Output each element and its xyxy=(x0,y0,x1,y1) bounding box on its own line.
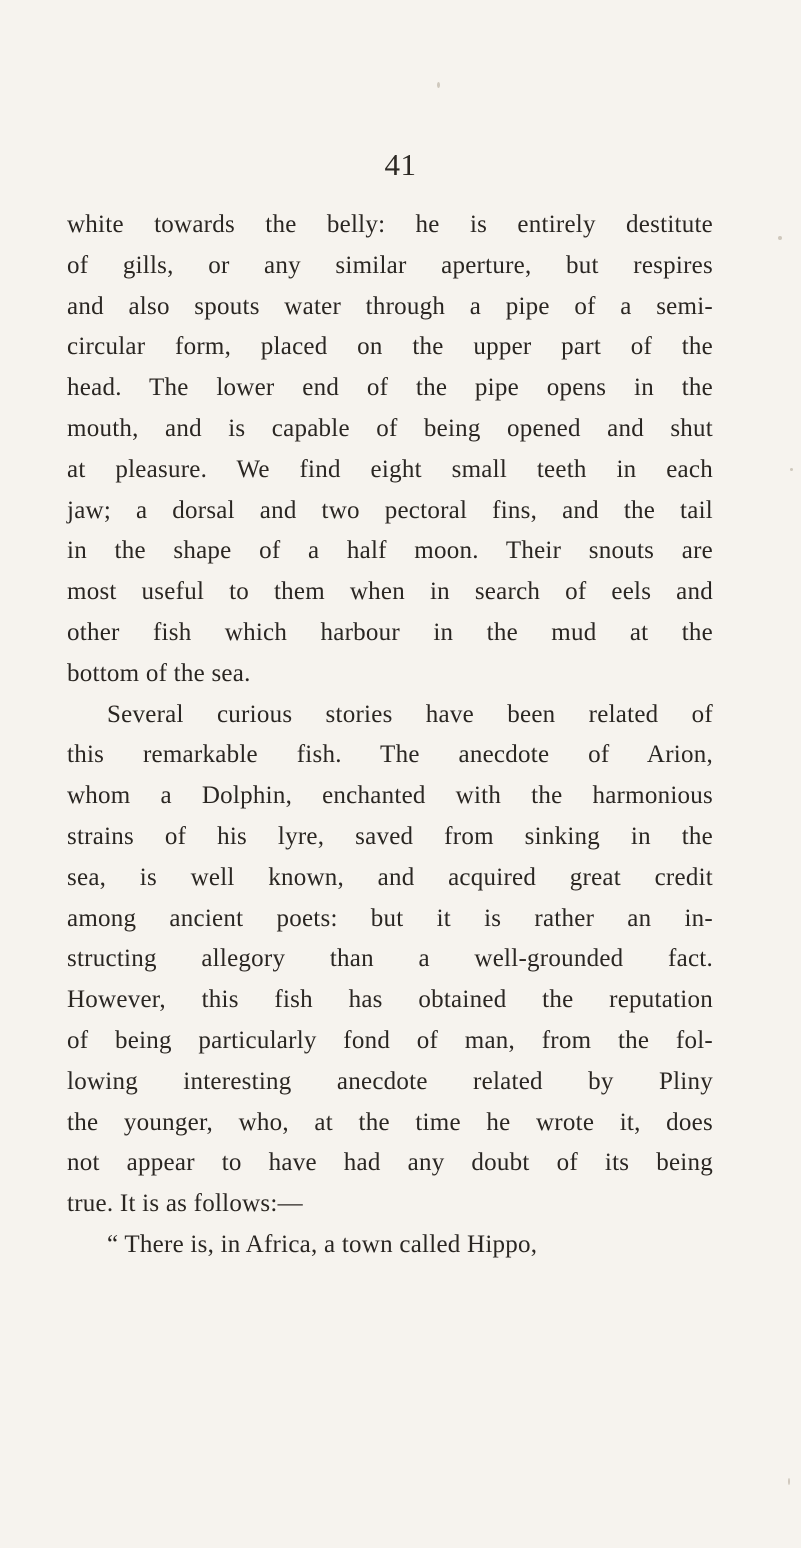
text-line: “ There is, in Africa, a town called Hippo, xyxy=(107,1230,538,1258)
text-line: bottom of the sea. xyxy=(67,659,251,687)
text-line: among ancient poets: but it is rather an in- xyxy=(67,904,713,932)
text-line: sea, is well known, and acquired great credit xyxy=(67,863,713,891)
text-line: of being particularly fond of man, from the fol- xyxy=(67,1026,713,1054)
text-line: other fish which harbour in the mud at the xyxy=(67,618,713,646)
text-line: in the shape of a half moon. Their snouts are xyxy=(67,537,713,565)
text-line: lowing interesting anecdote related by Pliny xyxy=(67,1067,713,1095)
paper-speck xyxy=(788,1478,790,1485)
text-line: mouth, and is capable of being opened and shut xyxy=(67,414,713,442)
text-line: strains of his lyre, saved from sinking in the xyxy=(67,822,713,850)
text-line: Several curious stories have been related of xyxy=(107,700,713,728)
text-line: true. It is as follows:— xyxy=(67,1190,303,1218)
text-line: of gills, or any similar aperture, but respires xyxy=(67,251,713,279)
paper-speck xyxy=(790,468,793,471)
text-line: and also spouts water through a pipe of a semi- xyxy=(67,292,713,320)
text-line: structing allegory than a well-grounded fact. xyxy=(67,945,713,973)
text-line: at pleasure. We find eight small teeth in each xyxy=(67,455,713,483)
text-line: this remarkable fish. The anecdote of Arion, xyxy=(67,741,713,769)
body-text xyxy=(67,205,713,1266)
text-line: jaw; a dorsal and two pectoral fins, and the tail xyxy=(67,496,713,524)
page-number: 41 xyxy=(384,147,417,182)
paper-speck xyxy=(437,82,440,88)
text-line: whom a Dolphin, enchanted with the harmonious xyxy=(67,782,713,810)
text-line: However, this fish has obtained the reputation xyxy=(67,986,713,1014)
text-line: not appear to have had any doubt of its being xyxy=(67,1149,713,1177)
paper-speck xyxy=(778,236,782,240)
text-line: head. The lower end of the pipe opens in the xyxy=(67,374,713,402)
text-line: most useful to them when in search of eels and xyxy=(67,578,713,606)
text-line: the younger, who, at the time he wrote it, does xyxy=(67,1108,713,1136)
text-line: circular form, placed on the upper part of the xyxy=(67,333,713,361)
text-line: white towards the belly: he is entirely destitute xyxy=(67,211,713,238)
